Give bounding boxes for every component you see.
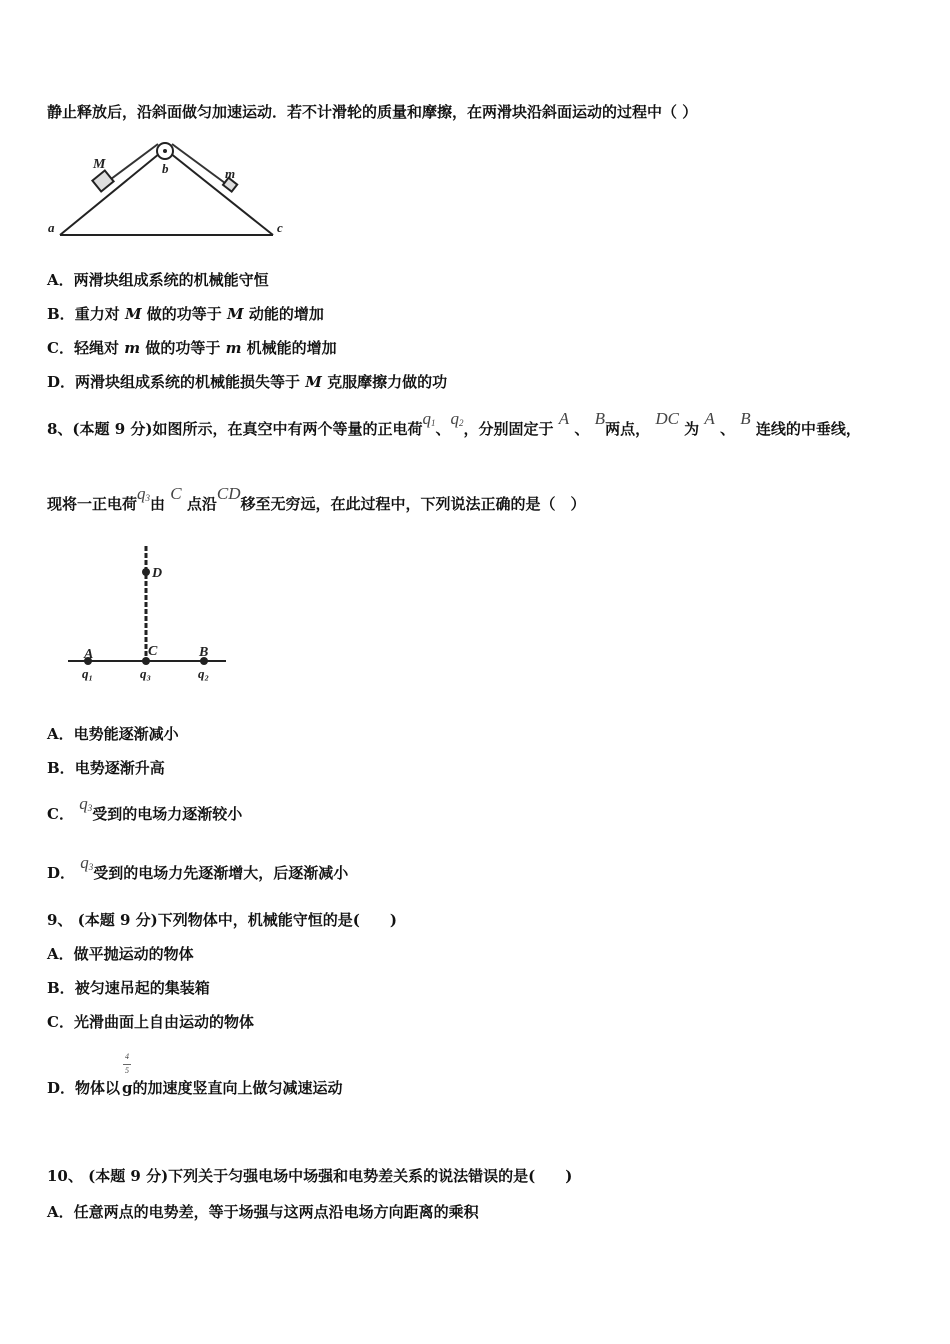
label-m: m	[225, 166, 236, 181]
q10-stem: 10、 (本题 9 分)下列关于匀强电场中场强和电势差关系的说法错误的是( )	[47, 1167, 573, 1185]
fraction-bar	[123, 1064, 131, 1065]
q9-option-b: B．被匀速吊起的集装箱	[47, 979, 210, 997]
label-M: M	[93, 157, 106, 172]
q8-stem-line1: 8、(本题 9 分)如图所示，在真空中有两个等量的正电荷$q_1$、$q_2$，分别固定于 A 、 B两点， DC 为 A 、 B 连线的中垂线，	[47, 409, 861, 438]
q7-option-d: D．两滑块组成系统的机械能损失等于 M 克服摩擦力做的功	[47, 373, 448, 391]
label-q1: q₁	[82, 666, 94, 681]
q8-option-d: D． $q_3$受到的电场力先逐渐增大，后逐渐减小	[47, 853, 349, 882]
label-b: b	[162, 161, 169, 176]
q8-stem-line2: 现将一正电荷$q_3$由 C 点沿CD移至无穷远，在此过程中，下列说法正确的是（ ）	[47, 484, 586, 513]
label-D: D	[152, 566, 163, 581]
q7-stem-tail: 静止释放后，沿斜面做匀加速运动．若不计滑轮的质量和摩擦，在两滑块沿斜面运动的过程中（ ）	[47, 103, 698, 121]
label-q3: q₃	[140, 666, 152, 681]
q7-incline-figure	[45, 136, 295, 246]
q7-option-c: C．轻绳对 m 做的功等于 m 机械能的增加	[47, 339, 337, 357]
q7-option-b: B．重力对 M 做的功等于 M 动能的增加	[47, 305, 324, 323]
label-B: B	[199, 645, 209, 660]
fraction-denominator: 5	[125, 1066, 129, 1075]
q8-option-b: B．电势逐渐升高	[47, 759, 165, 777]
block-M	[92, 171, 113, 192]
label-a: a	[48, 220, 55, 235]
q9-stem: 9、 (本题 9 分)下列物体中，机械能守恒的是( )	[47, 911, 397, 929]
q9-option-c: C．光滑曲面上自由运动的物体	[47, 1013, 254, 1031]
label-A: A	[84, 647, 94, 662]
q7-option-a: A．两滑块组成系统的机械能守恒	[47, 271, 269, 289]
fraction-numerator: 4	[125, 1052, 129, 1061]
label-q2: q₂	[198, 666, 210, 681]
q8-charges-figure	[60, 540, 240, 690]
label-C: C	[148, 644, 158, 659]
q10-option-a: A．任意两点的电势差，等于场强与这两点沿电场方向距离的乘积	[47, 1203, 479, 1221]
q8-option-c: C． $q_3$受到的电场力逐渐较小	[47, 794, 243, 823]
q9-option-a: A．做平抛运动的物体	[47, 945, 194, 963]
q8-option-a: A．电势能逐渐减小	[47, 725, 179, 743]
q9-option-d: D．物体以 g的加速度竖直向上做匀减速运动	[47, 1079, 343, 1097]
label-c: c	[277, 220, 283, 235]
